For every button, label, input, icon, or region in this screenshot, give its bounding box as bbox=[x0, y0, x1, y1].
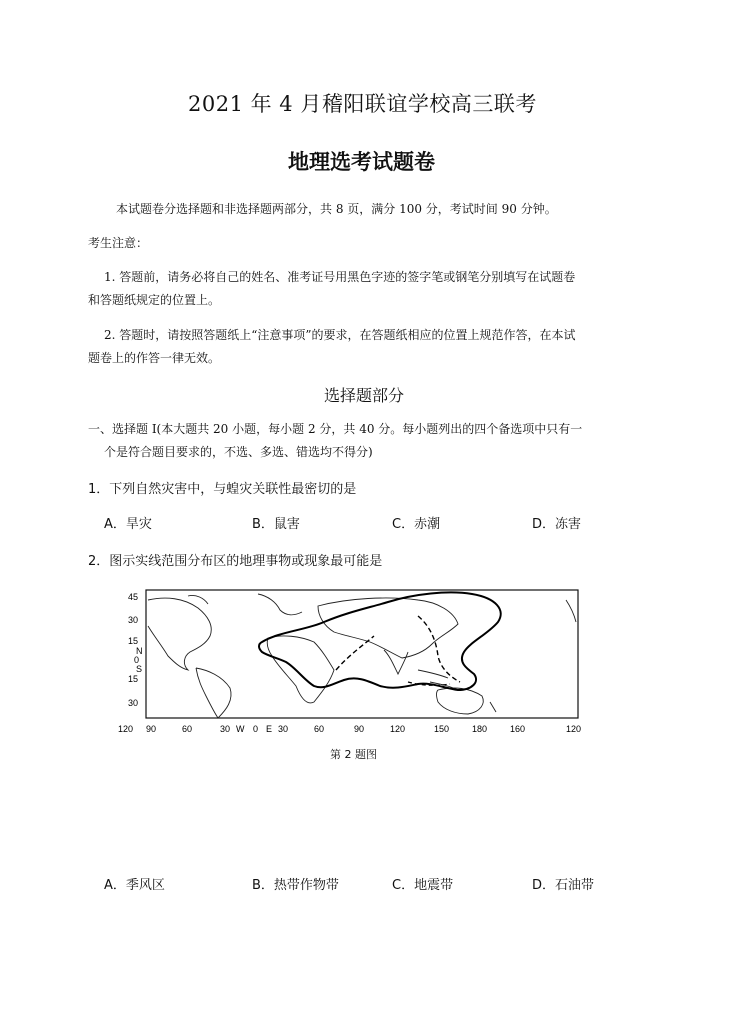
intro-text: 本试题卷分选择题和非选择题两部分，共 8 页，满分 100 分，考试时间 90 分钟。 bbox=[116, 202, 557, 216]
map-caption: 第 2 题图 bbox=[330, 748, 377, 761]
lon-label: 150 bbox=[434, 724, 450, 734]
question-1-option-c: C．赤潮 bbox=[392, 517, 441, 532]
lat-label: 30 bbox=[128, 615, 139, 625]
lon-label: E bbox=[266, 724, 273, 734]
lon-label: 120 bbox=[566, 724, 582, 734]
lon-label: 0 bbox=[253, 724, 259, 734]
section-instruction-line-1: 一、选择题 I(本大题共 20 小题，每小题 2 分，共 40 分。每小题列出的四个备选项中只有一 bbox=[88, 422, 583, 436]
question-1-option-d: D．冻害 bbox=[532, 517, 582, 532]
section-instruction-line-2: 个是符合题目要求的，不选、多选、错选均不得分) bbox=[104, 445, 373, 459]
lon-label: 120 bbox=[118, 724, 134, 734]
lat-label: S bbox=[136, 664, 143, 674]
lon-label: W bbox=[236, 724, 245, 734]
lon-label: 160 bbox=[510, 724, 526, 734]
lon-label: 30 bbox=[220, 724, 231, 734]
question-2-map bbox=[118, 586, 588, 736]
lon-label: 180 bbox=[472, 724, 488, 734]
lat-label: 15 bbox=[128, 636, 139, 646]
lon-label: 120 bbox=[390, 724, 406, 734]
lon-label: 60 bbox=[182, 724, 193, 734]
question-2-option-c: C．地震带 bbox=[392, 878, 454, 893]
lon-label: 90 bbox=[354, 724, 365, 734]
lat-label: 30 bbox=[128, 698, 139, 708]
question-2-stem: 2．图示实线范围分布区的地理事物或现象最可能是 bbox=[88, 554, 383, 569]
lon-label: 30 bbox=[278, 724, 289, 734]
section-title: 选择题部分 bbox=[324, 386, 405, 405]
notice-item-2-line-1: 2. 答题时，请按照答题纸上“注意事项”的要求，在答题纸相应的位置上规范作答，在本试 bbox=[104, 328, 576, 342]
question-2-option-a: A．季风区 bbox=[104, 878, 165, 893]
lat-label: 45 bbox=[128, 592, 139, 602]
lat-label: 15 bbox=[128, 674, 139, 684]
notice-item-1-line-1: 1. 答题前，请务必将自己的姓名、准考证号用黑色字迹的签字笔或钢笔分别填写在试题卷 bbox=[104, 270, 576, 284]
lon-label: 60 bbox=[314, 724, 325, 734]
lat-label: N bbox=[136, 646, 143, 656]
notice-item-1-line-2: 和答题纸规定的位置上。 bbox=[88, 293, 221, 307]
question-1-stem: 1．下列自然灾害中，与蝗灾关联性最密切的是 bbox=[88, 482, 357, 497]
notice-item-2-line-2: 题卷上的作答一律无效。 bbox=[88, 351, 221, 365]
question-2-option-d: D．石油带 bbox=[532, 878, 595, 893]
question-1-option-b: B．鼠害 bbox=[252, 517, 300, 532]
notice-heading: 考生注意： bbox=[88, 236, 149, 250]
exam-subtitle: 地理选考试题卷 bbox=[288, 150, 435, 174]
question-2-option-b: B．热带作物带 bbox=[252, 878, 339, 893]
exam-title: 2021 年 4 月稽阳联谊学校高三联考 bbox=[188, 92, 537, 116]
lat-label: 0 bbox=[134, 655, 140, 665]
lon-label: 90 bbox=[146, 724, 157, 734]
question-1-option-a: A．旱灾 bbox=[104, 517, 152, 532]
